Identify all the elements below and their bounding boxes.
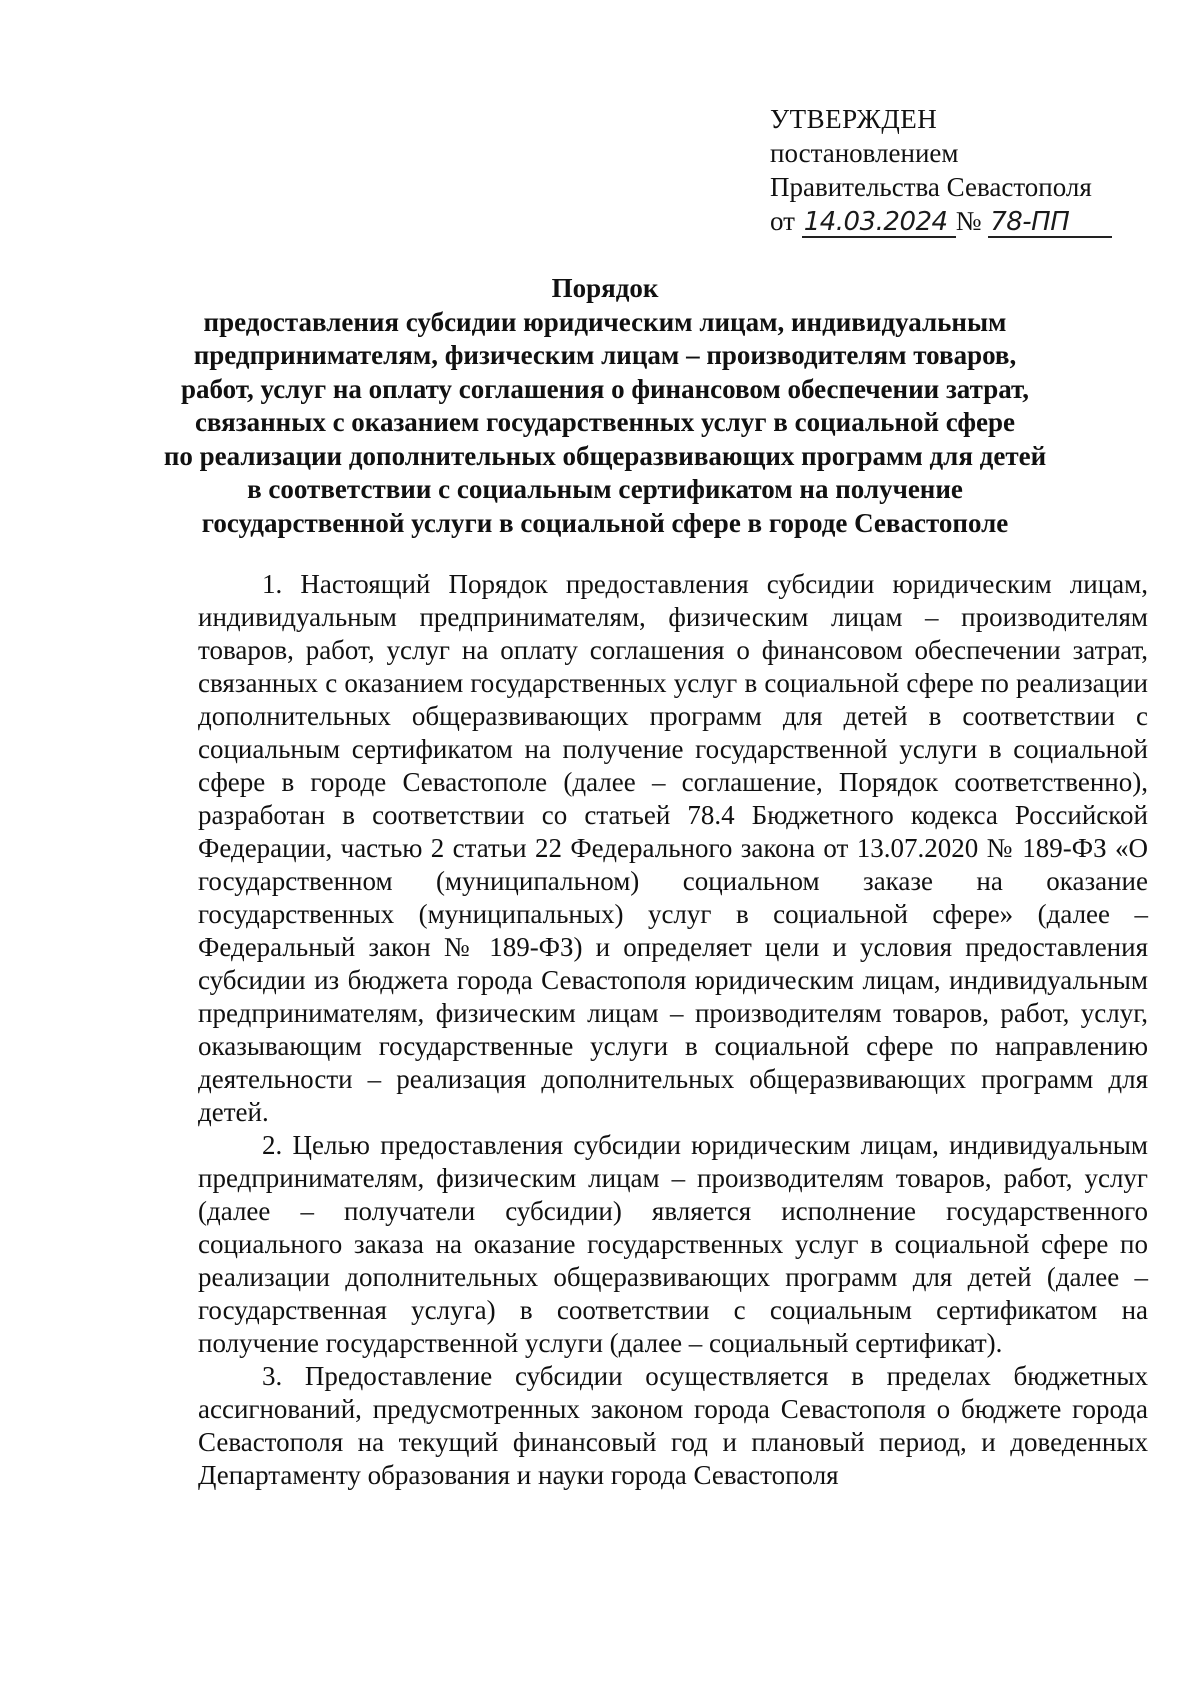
document-body: [198, 568, 1148, 1492]
number-prefix: №: [955, 206, 982, 236]
title-line: государственной услуги в социальной сфере в городе Севастополе: [201, 507, 1009, 538]
title-line: в соответствии с социальным сертификатом на получение: [247, 474, 963, 504]
approval-line-resolution: постановлением: [770, 138, 959, 168]
document-title: [160, 272, 1050, 540]
paragraph-3: 3. Предоставление субсидии осуществляется в пределах бюджетных ассигнований, предусмотренных законом города Севастополя о бюджете города Севастополя на текущий финансовый год и плановый период, и доведенных Департаменту образования и науки города Севастополя: [198, 1361, 1148, 1490]
handwritten-number: 78-ПП: [988, 208, 1112, 238]
title-line: связанных с оказанием государственных услуг в социальной сфере: [194, 407, 1016, 437]
approval-line-government: Правительства Севастополя: [770, 172, 1092, 202]
approval-date-number: [770, 204, 1170, 238]
title-line: работ, услуг на оплату соглашения о финансовом обеспечении затрат,: [180, 373, 1029, 404]
paragraph-1: 1. Настоящий Порядок предоставления субсидии юридическим лицам, индивидуальным предпринимателям, физическим лицам – производителям товаров, работ, услуг на оплату соглашения о финансовом обеспечении затрат, связанных с оказанием государственных услуг в социальной сфере по реализации дополнительных общеразвивающих программ для детей в соответствии с социальным сертификатом на получение государственной услуги в социальной сфере в городе Севастополе (далее – соглашение, Порядок соответственно), разработан в соответствии со статьей 78.4 Бюджетного кодекса Российской Федерации, частью 2 статьи 22 Федерального закона от 13.07.2020 № 189-ФЗ «О государственном (муниципальном) социальном заказе на оказание государственных (муниципальных) услуг в социальной сфере» (далее – Федеральный закон № 189-ФЗ) и определяет цели и условия предоставления субсидии из бюджета города Севастополя юридическим лицам, индивидуальным предпринимателям, физическим лицам – производителям товаров, работ, услуг, оказывающим государственные услуги в социальной сфере по направлению деятельности – реализация дополнительных общеразвивающих программ для детей.: [198, 569, 1148, 1127]
approval-stamp: [770, 102, 1170, 238]
title-line: по реализации дополнительных общеразвивающих программ для детей: [163, 440, 1047, 471]
title-line: предоставления субсидии юридическим лицам, индивидуальным: [203, 306, 1007, 337]
date-prefix: от: [770, 206, 795, 236]
handwritten-date: 14.03.2024: [802, 208, 956, 238]
approval-title: УТВЕРЖДЕН: [770, 104, 938, 134]
title-line: предпринимателям, физическим лицам – производителям товаров,: [193, 340, 1017, 370]
title-heading: Порядок: [551, 273, 659, 303]
paragraph-2: 2. Целью предоставления субсидии юридическим лицам, индивидуальным предпринимателям, физическим лицам – производителям товаров, работ, услуг (далее – получатели субсидии) является исполнение государственного социального заказа на оказание государственных услуг в социальной сфере по реализации дополнительных общеразвивающих программ для детей (далее – государственная услуга) в соответствии с социальным сертификатом на получение государственной услуги (далее – социальный сертификат).: [198, 1130, 1148, 1358]
